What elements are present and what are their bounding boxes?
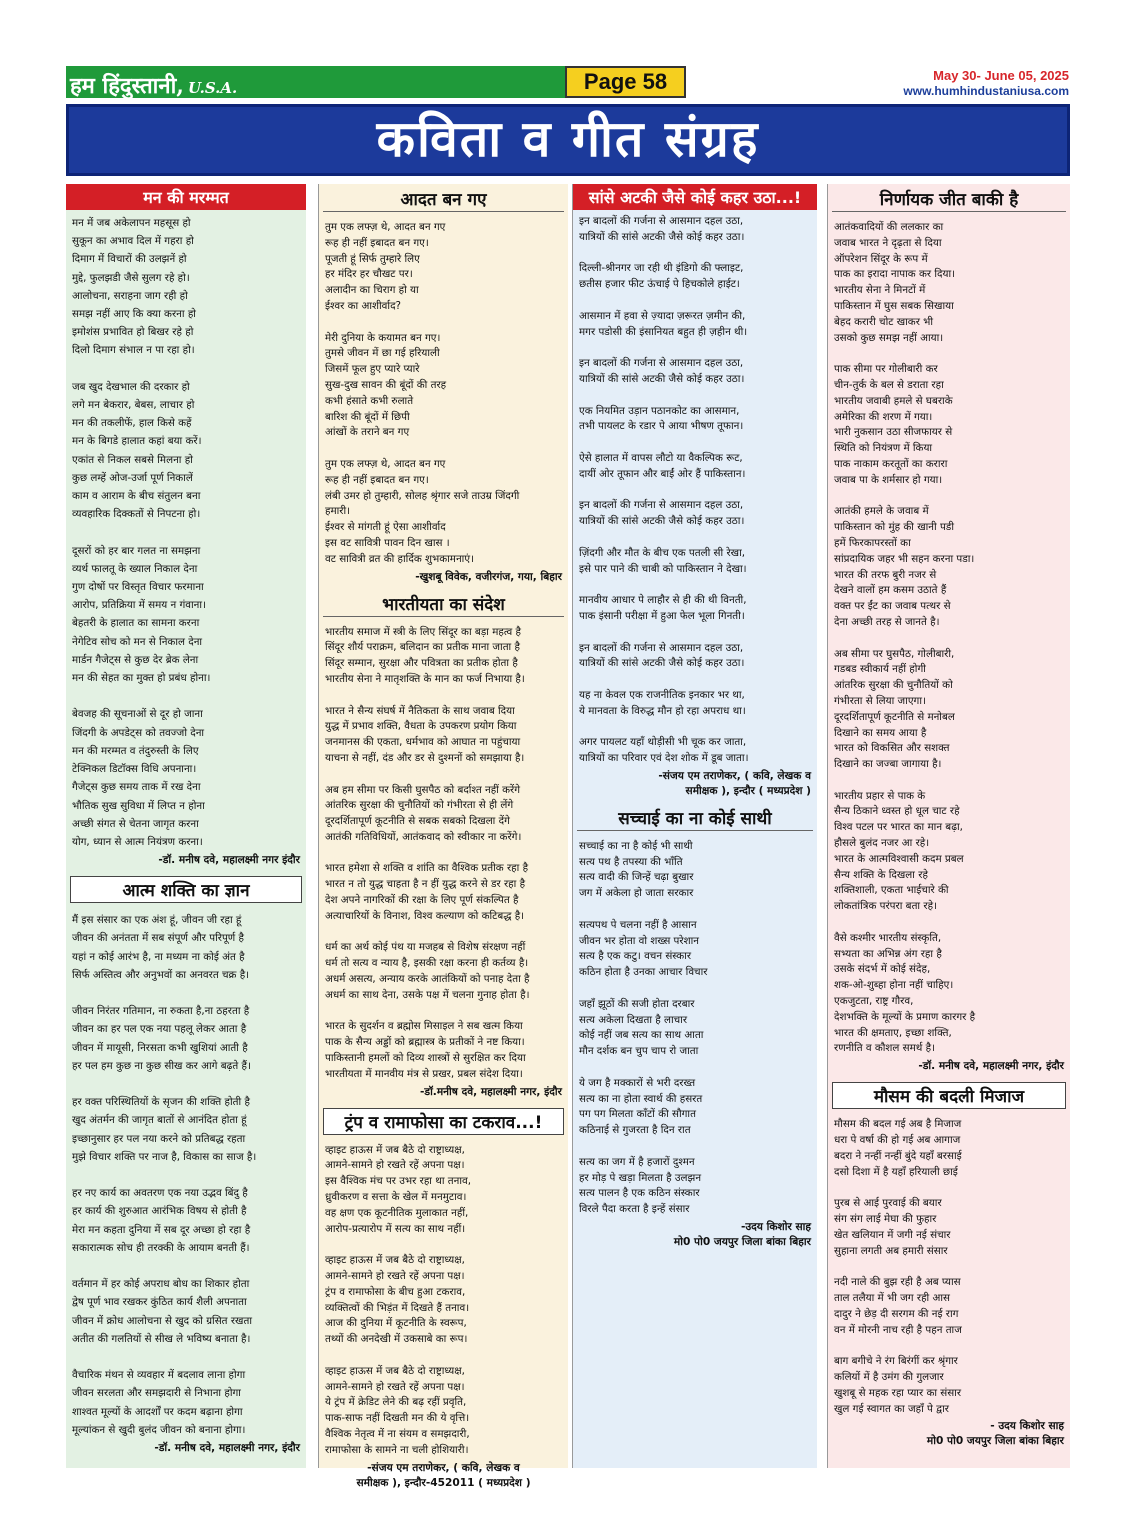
poem-author: -डॉ. मनीष दवे, महालक्ष्मी नगर, इंदौर	[154, 1442, 300, 1454]
poem-author: -उदय किशोर साह मो0 पो0 जयपुर जिला बांका बिहार	[673, 1221, 811, 1249]
poem-author: -खुशबू विवेक, वजीरगंज, गया, बिहार	[415, 570, 562, 583]
poem-body: मैं इस संसार का एक अंश हूं, जीवन जी रहा हूं जीवन की अनंतता में सब संपूर्ण और परिपूर्ण है यहां न कोई आरंभ है, ना मध्यम ना कोई अंत है सिर्फ अस्तित्व और अनुभवों का अनवरत चक्र है। जीवन निरंतर गतिमान, ना रुकता है,ना ठहरता है जीवन का हर पल एक नया पहलू लेकर आता है जीवन में मायूसी, निरसता कभी खुशियां आती है हर पल हम कुछ ना कुछ सीख कर आगे बढ़ते हैं। हर वक्त परिस्थितियों के सृजन की शक्ति होती है खुद अंतर्मन की जागृत बातों से आनंदित होता हूं इच्छानुसार हर पल नया करने को प्रतिबद्ध रहता मुझे विचार शक्ति पर नाज है, विकास का साज है। हर नए कार्य का अवतरण एक नया उद्भव बिंदु है हर कार्य की शुरुआत आरंभिक विषय से होती है मेरा मन कहता दुनिया में सब दूर अच्छा हो रहा है सकारात्मक सोच ही तरक्की के आयाम बनती हैं। वर्तमान में हर कोई अपराध बोध का शिकार होता द्वेष पूर्ण भाव रखकर कुंठित कार्य शैली अपनाता जीवन में क्रोध आलोचना से खुद को ग्रसित रखता अतीत की गलतियों से सीख ले भविष्य बनाता है। वैचारिक मंथन से व्यवहार में बदलाव लाना होगा जीवन सरलता और समझदारी से निभाना होगा शाश्वत मूल्यों के आदर्शों पर कदम बढ़ाना होगा मूल्यांकन से खुदी बुलंद जीवन को बनाना होगा।	[72, 914, 257, 1436]
column-2	[318, 184, 568, 1489]
issue-date: May 30- June 05, 2025	[933, 68, 1069, 83]
poem-author: -संजय एम तराणेकर, ( कवि, लेखक व समीक्षक ), इन्दौर ( मध्यप्रदेश )	[658, 769, 811, 797]
poem-author: -संजय एम तराणेकर, ( कवि, लेखक व समीक्षक ), इन्दौर-452011 ( मध्यप्रदेश )	[356, 1461, 531, 1489]
poem-body: व्हाइट हाऊस में जब बैठे दो राष्ट्राध्यक्ष, आमने-सामने हो रखते रहें अपना पक्ष। इस वैश्विक मंच पर उभर रहा था तनाव, ध्रुवीकरण व सत्ता के खेल में मनमुटाव। वह क्षण एक कूटनीतिक मुलाकात नहीं, आरोप-प्रत्यारोप में सत्य का साथ नहीं। व्हाइट हाऊस में जब बैठे दो राष्ट्राध्यक्ष, आमने-सामने हो रखते रहें अपना पक्ष। ट्रंप व रामाफोसा के बीच हुआ टकराव, व्यक्तित्वों की भिड़ंत में दिखते हैं तनाव। आज की दुनिया में कूटनीति के स्वरूप, तथ्यों की अनदेखी में उकसाबे का रूप। व्हाइट हाऊस में जब बैठे दो राष्ट्राध्यक्ष, आमने-सामने हो रखते रहें अपना पक्ष। ये ट्रंप में क्रेडिट लेने की बढ़ रहीं प्रवृति, पाक-साफ नहीं दिखती मन की ये वृत्ति। वैश्विक नेतृत्व में ना संयम व समझदारी, रामाफोसा के सामने ना चली होशियारी।	[325, 1143, 472, 1456]
poem-author: -डॉ. मनीष दवे, महालक्ष्मी नगर, इंदौर	[918, 1060, 1064, 1073]
poem-title: ट्रंप व रामाफोसा का टकराव...!	[323, 1108, 564, 1135]
poem-title: आत्म शक्ति का ज्ञान	[70, 876, 302, 903]
poem-author: -डॉ. मनीष दवे, महालक्ष्मी नगर इंदौर	[158, 854, 300, 867]
poem-author: - उदय किशोर साह मो0 पो0 जयपुर जिला बांका बिहार	[926, 1420, 1064, 1448]
poem-body: आतंकवादियों की ललकार का जवाब भारत ने दृढ़ता से दिया ऑपरेशन सिंदूर के रूप में पाक का इरादा नापाक कर दिया। भारतीय सेना ने मिनटों में पाकिस्तान में घुस सबक सिखाया बेहद करारी चोट खाकर भी उसको कुछ समझ नहीं आया। पाक सीमा पर गोलीबारी कर चीन-तुर्क के बल से डराता रहा भारतीय जवाबी हमले से घबराके अमेरिका की शरण में गया। भारी नुकसान उठा सीजफायर से स्थिति को नियंत्रण में किया पाक नाकाम करतूतों का करारा जवाब पा के शर्मसार हो गया। आतंकी हमले के जवाब में पाकिस्तान को मुंह की खानी पडी हमें फिरकापरस्तों का सांप्रदायिक जहर भी सहन करना पडा। भारत की तरफ बुरी नजर से देखने वालों हम कसम उठाते हैं वक्त पर ईंट का जवाब पत्थर से देना अच्छी तरह से जानते है। अब सीमा पर घुसपैठ, गोलीबारी, गडबड स्वीकार्य नहीं होगी आंतरिक सुरक्षा की चुनौतियों को गंभीरता से लिया जाएगा। दूरदर्शितापूर्ण कूटनीति से मनोबल दिखाने का समय आया है भारत को विकसित और सशक्त दिखाने का जज्बा जागाया है। भारतीय प्रहार से पाक के सैन्य ठिकाने ध्वस्त हो धूल चाट रहे विश्व पटल पर भारत का मान बढ़ा, हौसले बुलंद नजर आ रहे। भारत के आत्मविश्वासी कदम प्रबल सैन्य शक्ति के दिखला रहे शक्तिशाली, एकता भाईचारे की लोकतांत्रिक परंपरा बता रहे। वैसे कश्मीर भारतीय संस्कृति, सभ्यता का अभिन्न अंग रहा है उसके संदर्भ में कोई संदेह, शक-ओ-शुब्हा होना नहीं चाहिए। एकजुटता, राष्ट्र गौरव, देशभक्ति के मूल्यों के प्रमाण कारगर है भारत की क्षमताए, इच्छा शक्ति, रणनीति व कौशल समर्थ है।	[834, 221, 976, 1055]
column-1	[66, 184, 306, 1468]
column-4	[827, 184, 1070, 1468]
poem-author: -डॉ.मनीष दवे, महालक्ष्मी नगर, इंदौर	[420, 1085, 562, 1098]
section-banner	[66, 104, 1070, 176]
poem-body: इन बादलों की गर्जना से आसमान दहल उठा, यात्रियों की सांसे अटकी जैसे कोई कहर उठा। दिल्ली-श्रीनगर जा रही थी इंडिगो की फ्लाइट, छतीस हजार फीट ऊंचाई पे हिचकोले हाईट। आसमान में हवा से ज़्यादा ज़रूरत ज़मीन की, मगर पडोसी की इंसानियत बहुत ही ज़हीन थी। इन बादलों की गर्जना से आसमान दहल उठा, यात्रियों की सांसे अटकी जैसे कोई कहर उठा। एक नियमित उड़ान पठानकोट का आसमान, तभी पायलट के रडार पे आया भीषण तूफान। ऐसे हालात में वापस लौटो या वैकल्पिक रूट, दायीं ओर तूफान और बाईं ओर हैं पाकिस्तान। इन बादलों की गर्जना से आसमान दहल उठा, यात्रियों की सांसे अटकी जैसे कोई कहर उठा। ज़िंदगी और मौत के बीच एक पतली सी रेखा, इसे पार पाने की चाबी को पाकिस्तान ने देखा। मानवीय आधार पे लाहौर से ही की थी विनती, पाक इंसानी परीक्षा में हुआ फेल भूला गिनती। इन बादलों की गर्जना से आसमान दहल उठा, यात्रियों की सांसे अटकी जैसे कोई कहर उठा। यह ना केवल एक राजनीतिक इनकार भर था, ये मानवता के विरुद्ध मौन हो रहा अपराध था। अगर पायलट यहाँ थोड़ीसी भी चूक कर जाता, यात्रियों का परिवार एवं देश शोक में डूब जाता।	[579, 215, 749, 765]
website-link[interactable]: www.humhindustaniusa.com	[903, 84, 1069, 98]
poem-title: सच्चाई का ना कोई साथी	[577, 805, 813, 831]
masthead-title: हम हिंदुस्तानी,	[70, 73, 184, 99]
page-number: Page 58	[565, 66, 686, 98]
poem-title: निर्णायक जीत बाकी है	[832, 186, 1066, 212]
poem-body: मन में जब अकेलापन महसूस हो सुकून का अभाव दिल में गहरा हो दिमाग में विचारों की उलझनें हो मुद्दे, फुलझडी जैसे सुलग रहे हो। आलोचना, सराहना जाग रही हो समझ नहीं आए कि क्या करना हो इमोशंस प्रभावित हो बिखर रहे हो दिलो दिमाग संभाल न पा रहा हो। जब खुद देखभाल की दरकार हो लगे मन बेकरार, बेबस, लाचार हो मन की तकलीफें, हाल किसे कहें मन के बिगडे हालात कहां बया करें। एकांत से निकल सबसे मिलना हो कुछ लम्हें ओज-उर्जा पूर्ण निकालें काम व आराम के बीच संतुलन बना व्यवहारिक दिक्कतों से निपटना हो। दूसरों को हर बार गलत ना समझना व्यर्थ फालतू के ख्याल निकाल देना गुण दोषों पर विस्तृत विचार फरमाना आरोप, प्रतिक्रिया में समय न गंवाना। बेहतरी के हालात का सामना करना नेगेटिव सोच को मन से निकाल देना मार्डन गैजेट्स से कुछ देर ब्रेक लेना मन की सेहत का मुक्त हो प्रबंध होना। बेवजह की सूचनाओं से दूर हो जाना जिंदगी के अपडेट्स को तवज्जो देना मन की मरम्मत व तंदुरुस्ती के लिए टेक्निकल डिटॉक्स विधि अपनाना। गैजेट्स कुछ समय ताक में रख देना भौतिक सुख सुविधा में लिप्त न होना अच्छी संगत से चेतना जागृत करना योग, ध्यान से आत्म नियंत्रण करना।	[72, 217, 211, 848]
poem-body: तुम एक लफ्ज़ थे, आदत बन गए रूह ही नहीं इबादत बन गए। पूजती हूं सिर्फ तुम्हारे लिए हर मंदिर हर चौखट पर। अलादीन का चिराग हो या ईश्वर का आशीर्वाद? मेरी दुनिया के कयामत बन गए। तुमसे जीवन में छा गई हरियाली जिसमें फूल हुए प्यारे प्यारे सुख-दुख सावन की बूंदों की तरह कभी हंसाते कभी रुलाते बारिश की बूंदों में छिपी आंखों के तराने बन गए तुम एक लफ्ज़ थे, आदत बन गए रूह ही नहीं इबादत बन गए। लंबी उमर हो तुम्हारी, सोलह श्रृंगार सजे ताउम्र जिंदगी हमारी। ईश्वर से मांगती हूं ऐसा आशीर्वाद इस वट सावित्री पावन दिन खास । वट सावित्री व्रत की हार्दिक शुभकामनाएं।	[325, 221, 520, 565]
poem-body: भारतीय समाज में स्त्री के लिए सिंदूर का बड़ा महत्व है सिंदूर शौर्य पराक्रम, बलिदान का प्रतीक माना जाता है सिंदूर सम्मान, सुरक्षा और पवित्रता का प्रतीक होता है भारतीय सेना ने मातृशक्ति के मान का फर्ज निभाया है। भारत ने सैन्य संघर्ष में नैतिकता के साथ जवाब दिया युद्ध में प्रभाव शक्ति, वैधता के उपकरण प्रयोग किया जनमानस की एकता, धर्मभाव को आघात ना पहुंचाया याचना से नहीं, दंड और डर से दुश्मनों को समझाया है। अब हम सीमा पर किसी घुसपैठ को बर्दाश्त नहीं करेंगे आंतरिक सुरक्षा की चुनौतियों को गंभीरता से ही लेंगे दूरदर्शितापूर्ण कूटनीति से सबक सबको दिखला देंगे आतंकी गतिविधियों, आतंकवाद को स्वीकार ना करेंगे। भारत हमेशा से शक्ति व शांति का वैश्विक प्रतीक रहा है भारत न तो युद्ध चाहता है न हीं युद्ध करने से डर रहा है देश अपने नागरिकों की रक्षा के लिए पूर्ण संकल्पित है अत्याचारियों के विनाश, विश्व कल्याण को कटिबद्ध है। धर्म का अर्थ कोई पंथ या मजहब से विशेष संरक्षण नहीं धर्म तो सत्य व न्याय है, इसकी रक्षा करना ही कर्तव्य है। अधर्म असत्य, अन्याय करके आतंकियों को पनाह देता है अधर्म का साथ देना, उसके पक्ष में चलना गुनाह होता है। भारत के सुदर्शन व ब्रह्मोस मिसाइल ने सब खत्म किया पाक के सैन्य अड्डों को ब्रह्मास्त्र के प्रतीकों ने नष्ट किया। पाकिस्तानी हमलों को दिव्य शास्त्रों से सुरक्षित कर दिया भारतीयता में मानवीय मंत्र से प्रखर, प्रबल संदेश दिया।	[325, 625, 530, 1080]
section-title: कविता व गीत संग्रह	[376, 110, 760, 168]
poem-body: सच्चाई का ना है कोई भी साथी सत्य पथ है तपस्या की भाँति सत्य वादी की जिन्हें चढ़ा बुखार जग में अकेला हो जाता सरकार सत्यपथ पे चलना नहीं है आसान जीवन भर होता वो शख्स परेशान सत्य है एक कटु। वचन संस्कार कठिन होता है उनका आचार विचार जहाँ झूठों की सजी होता दरबार सत्य अकेला दिखता है लाचार कोई नहीं जब सत्य का साथ आता मौन दर्शक बन चुप चाप रो जाता ये जग है मक्कारों से भरी दरख्त सत्य का ना होता स्वार्थ की हसरत पग पग मिलता काँटों की सौगात कठिनाई से गुजरता है दिन रात सत्य का जग में है हजारों दुश्मन हर मोड़ पे खड़ा मिलता है उलझन सत्य पालन है एक कठिन संस्कार विरले पैदा करता है इन्हें संसार	[579, 839, 708, 1216]
poem-title: भारतीयता का संदेश	[323, 591, 564, 617]
poem-title: मौसम की बदली मिजाज	[832, 1082, 1066, 1109]
poem-body: मौसम की बदल गई अब है मिजाज धरा पे वर्षा की हो गई अब आगाज बदरा ने नन्हीं नन्हीं बुंदे यहाँ बरसाई दसो दिशा में है यहाँ हरियाली छाई पुरब से आई पुरवाई की बयार संग संग लाई मेघा की फुहार खेत खलियान में जगी नई संचार सुहाना लगती अब हमारी संसार नदी नाले की बुझ रही है अब प्यास ताल तलैया में भी जग रही आस दादुर ने छेड़ दी सरगम की नई राग वन में मोरनी नाच रही है पहन ताज बाग बगीचे ने रंग बिरंगीं कर श्रृंगार कलियों में है उमंग की गुलजार खुशबू से महक रहा प्यार का संसार खुल गई स्वागत का जहाँ पे द्वार	[834, 1118, 962, 1415]
poem-title: आदत बन गए	[323, 186, 564, 212]
poem-title: सांसे अटकी जैसे कोई कहर उठा...!	[573, 184, 817, 210]
masthead-suffix: U.S.A.	[187, 79, 238, 97]
masthead	[70, 70, 237, 100]
column-3	[572, 184, 817, 1468]
poem-title: मन की मरम्मत	[66, 184, 306, 210]
